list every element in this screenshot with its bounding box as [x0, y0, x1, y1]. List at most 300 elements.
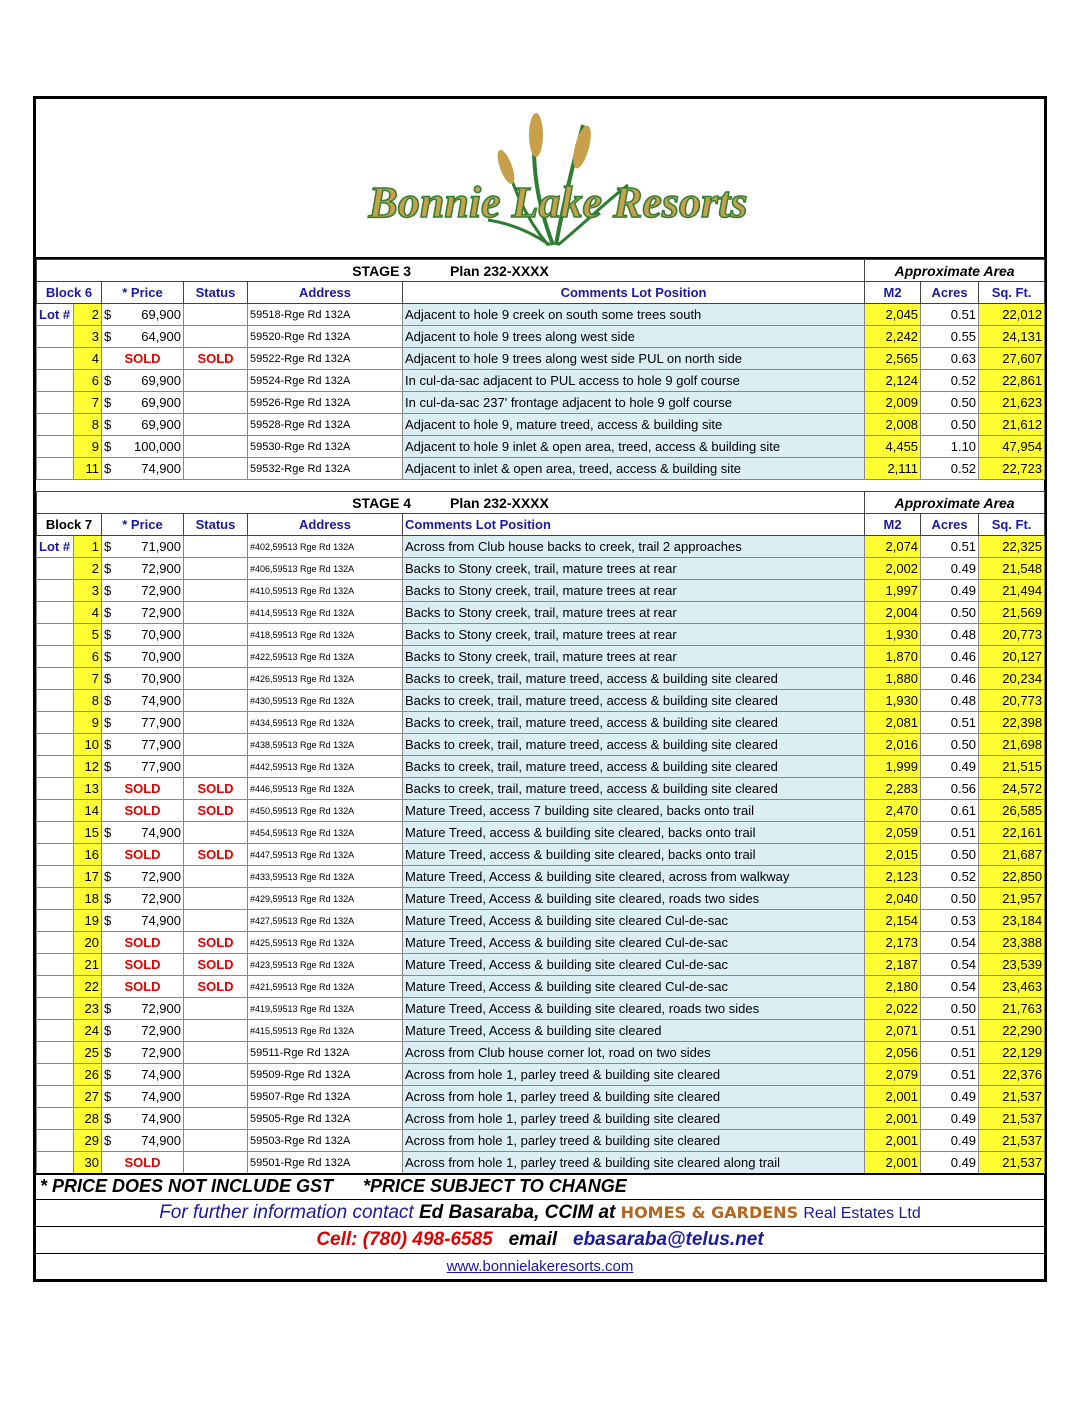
comment-cell: Mature Treed, Access & building site cleared, across from walkway	[403, 866, 865, 888]
lot-row	[37, 624, 1045, 646]
address-cell: 59518-Rge Rd 132A	[248, 304, 403, 326]
lot-label	[37, 348, 74, 370]
comment-cell: Across from hole 1, parley treed & building site cleared along trail	[403, 1152, 865, 1174]
comment-cell: Adjacent to hole 9 trees along west side PUL on north side	[403, 348, 865, 370]
sqft-cell: 22,861	[979, 370, 1045, 392]
acres-cell: 0.49	[921, 756, 979, 778]
price-value: 77,900	[141, 758, 181, 774]
acres-cell: 0.50	[921, 734, 979, 756]
status-cell	[184, 458, 248, 480]
address-cell: 59532-Rge Rd 132A	[248, 458, 403, 480]
m2-cell: 2,283	[865, 778, 921, 800]
address-cell: #415,59513 Rge Rd 132A	[248, 1020, 403, 1042]
m2-cell: 2,470	[865, 800, 921, 822]
lot-number: 5	[74, 624, 102, 646]
sqft-cell: 27,607	[979, 348, 1045, 370]
lot-label	[37, 668, 74, 690]
lot-label	[37, 822, 74, 844]
acres-cell: 0.48	[921, 624, 979, 646]
col-comments: Comments Lot Position	[403, 514, 865, 536]
status-cell	[184, 668, 248, 690]
status-cell: SOLD	[184, 348, 248, 370]
currency: $	[104, 394, 112, 410]
status-cell	[184, 888, 248, 910]
stage4-title-row	[37, 492, 1045, 514]
acres-cell: 0.54	[921, 954, 979, 976]
currency: $	[104, 1000, 112, 1016]
lot-label	[37, 998, 74, 1020]
cell-phone: Cell: (780) 498-6585	[316, 1229, 493, 1250]
stage3-title-row	[37, 260, 1045, 282]
address-cell: #422,59513 Rge Rd 132A	[248, 646, 403, 668]
address-cell: #425,59513 Rge Rd 132A	[248, 932, 403, 954]
status-cell	[184, 866, 248, 888]
price-cell	[102, 910, 184, 932]
lot-number: 18	[74, 888, 102, 910]
address-cell: 59520-Rge Rd 132A	[248, 326, 403, 348]
price-cell	[102, 844, 184, 866]
lot-row	[37, 436, 1045, 458]
currency: $	[104, 560, 112, 576]
comment-cell: Mature Treed, Access & building site cleared, roads two sides	[403, 998, 865, 1020]
currency: $	[104, 460, 112, 476]
lot-label	[37, 392, 74, 414]
sqft-cell: 20,773	[979, 690, 1045, 712]
comment-cell: Backs to creek, trail, mature treed, access & building site cleared	[403, 756, 865, 778]
comment-cell: Backs to Stony creek, trail, mature trees at rear	[403, 624, 865, 646]
price-value: 72,900	[141, 868, 181, 884]
col-m2: M2	[865, 282, 921, 304]
acres-cell: 0.49	[921, 558, 979, 580]
price-value: 70,900	[141, 626, 181, 642]
acres-cell: 0.51	[921, 822, 979, 844]
status-cell	[184, 1152, 248, 1174]
price-cell	[102, 602, 184, 624]
acres-cell: 0.49	[921, 580, 979, 602]
price-value: 100,000	[134, 438, 181, 454]
currency: $	[104, 824, 112, 840]
price-cell	[102, 998, 184, 1020]
price-cell	[102, 932, 184, 954]
price-value: 74,900	[141, 824, 181, 840]
lot-row	[37, 536, 1045, 558]
sqft-cell: 21,612	[979, 414, 1045, 436]
sqft-cell: 22,129	[979, 1042, 1045, 1064]
address-cell: #426,59513 Rge Rd 132A	[248, 668, 403, 690]
acres-cell: 0.50	[921, 998, 979, 1020]
lot-number: 20	[74, 932, 102, 954]
address-cell: #429,59513 Rge Rd 132A	[248, 888, 403, 910]
col-address: Address	[248, 514, 403, 536]
price-cell	[102, 1086, 184, 1108]
lot-number: 2	[74, 304, 102, 326]
acres-cell: 0.54	[921, 932, 979, 954]
m2-cell: 2,059	[865, 822, 921, 844]
price-cell	[102, 800, 184, 822]
acres-cell: 1.10	[921, 436, 979, 458]
lot-number: 1	[74, 536, 102, 558]
lot-label	[37, 558, 74, 580]
status-cell: SOLD	[184, 844, 248, 866]
acres-cell: 0.50	[921, 844, 979, 866]
stage3-title: STAGE 3	[352, 262, 412, 279]
sqft-cell: 24,572	[979, 778, 1045, 800]
website-row	[36, 1253, 1044, 1280]
currency: $	[104, 1132, 112, 1148]
acres-cell: 0.63	[921, 348, 979, 370]
address-cell: #414,59513 Rge Rd 132A	[248, 602, 403, 624]
col-address: Address	[248, 282, 403, 304]
address-cell: #418,59513 Rge Rd 132A	[248, 624, 403, 646]
price-cell	[102, 778, 184, 800]
status-cell	[184, 1042, 248, 1064]
comment-cell: Mature Treed, Access & building site cleared Cul-de-sac	[403, 976, 865, 998]
sqft-cell: 22,723	[979, 458, 1045, 480]
price-cell	[102, 1108, 184, 1130]
logo-text: Bonnie Lake Resorts	[368, 178, 748, 227]
col-status: Status	[184, 514, 248, 536]
price-value: 72,900	[141, 1022, 181, 1038]
price-value: 74,900	[141, 1066, 181, 1082]
sqft-cell: 21,537	[979, 1086, 1045, 1108]
lot-label	[37, 646, 74, 668]
acres-cell: 0.50	[921, 602, 979, 624]
lot-row	[37, 844, 1045, 866]
price-sold: SOLD	[124, 802, 161, 818]
m2-cell: 1,930	[865, 690, 921, 712]
address-cell: #427,59513 Rge Rd 132A	[248, 910, 403, 932]
price-value: 74,900	[141, 1088, 181, 1104]
lot-number: 7	[74, 668, 102, 690]
sqft-cell: 23,463	[979, 976, 1045, 998]
price-cell	[102, 348, 184, 370]
acres-cell: 0.52	[921, 866, 979, 888]
m2-cell: 2,081	[865, 712, 921, 734]
sqft-cell: 21,548	[979, 558, 1045, 580]
lot-row	[37, 348, 1045, 370]
lot-row	[37, 932, 1045, 954]
currency: $	[104, 1044, 112, 1060]
email-label: email	[508, 1229, 558, 1250]
price-cell	[102, 392, 184, 414]
acres-cell: 0.49	[921, 1130, 979, 1152]
acres-cell: 0.51	[921, 712, 979, 734]
lot-number: 22	[74, 976, 102, 998]
price-cell	[102, 954, 184, 976]
m2-cell: 2,002	[865, 558, 921, 580]
acres-cell: 0.46	[921, 646, 979, 668]
website-link[interactable]: www.bonnielakeresorts.com	[446, 1258, 634, 1275]
stage4-title: STAGE 4	[352, 494, 412, 511]
lot-number: 26	[74, 1064, 102, 1086]
acres-cell: 0.61	[921, 800, 979, 822]
currency: $	[104, 670, 112, 686]
lot-label	[37, 370, 74, 392]
status-cell	[184, 580, 248, 602]
lot-row	[37, 910, 1045, 932]
lot-row	[37, 668, 1045, 690]
status-cell: SOLD	[184, 800, 248, 822]
col-price: * Price	[102, 282, 184, 304]
lot-number: 29	[74, 1130, 102, 1152]
comment-cell: Backs to creek, trail, mature treed, access & building site cleared	[403, 734, 865, 756]
acres-cell: 0.50	[921, 392, 979, 414]
currency: $	[104, 372, 112, 388]
price-cell	[102, 370, 184, 392]
m2-cell: 2,173	[865, 932, 921, 954]
lot-label	[37, 756, 74, 778]
price-value: 74,900	[141, 692, 181, 708]
status-cell	[184, 602, 248, 624]
lot-number: 8	[74, 690, 102, 712]
status-cell	[184, 998, 248, 1020]
currency: $	[104, 328, 112, 344]
m2-cell: 2,154	[865, 910, 921, 932]
address-cell: #430,59513 Rge Rd 132A	[248, 690, 403, 712]
comment-cell: Adjacent to hole 9 trees along west side	[403, 326, 865, 348]
lot-label	[37, 1042, 74, 1064]
comment-cell: Mature Treed, access 7 building site cleared, backs onto trail	[403, 800, 865, 822]
lot-row	[37, 954, 1045, 976]
m2-cell: 2,074	[865, 536, 921, 558]
sqft-cell: 22,376	[979, 1064, 1045, 1086]
currency: $	[104, 758, 112, 774]
status-cell	[184, 392, 248, 414]
price-value: 69,900	[141, 306, 181, 322]
price-cell	[102, 646, 184, 668]
m2-cell: 2,001	[865, 1108, 921, 1130]
lot-row	[37, 1108, 1045, 1130]
currency: $	[104, 1022, 112, 1038]
stage3-plan: Plan 232-XXXX	[450, 262, 549, 279]
lot-number: 21	[74, 954, 102, 976]
address-cell: 59501-Rge Rd 132A	[248, 1152, 403, 1174]
col-sqft: Sq. Ft.	[979, 282, 1045, 304]
lot-number: 12	[74, 756, 102, 778]
status-cell	[184, 1086, 248, 1108]
price-value: 69,900	[141, 372, 181, 388]
lot-label	[37, 624, 74, 646]
lot-label: Lot #	[37, 304, 74, 326]
comment-cell: Backs to creek, trail, mature treed, access & building site cleared	[403, 690, 865, 712]
price-sold: SOLD	[124, 846, 161, 862]
lot-number: 28	[74, 1108, 102, 1130]
status-cell	[184, 304, 248, 326]
lot-row	[37, 1152, 1045, 1174]
currency: $	[104, 1110, 112, 1126]
currency: $	[104, 912, 112, 928]
listing-sheet	[33, 96, 1047, 1282]
lot-label	[37, 976, 74, 998]
status-cell: SOLD	[184, 976, 248, 998]
lot-number: 4	[74, 348, 102, 370]
acres-cell: 0.51	[921, 1042, 979, 1064]
lot-number: 9	[74, 712, 102, 734]
lot-label	[37, 954, 74, 976]
col-price: * Price	[102, 514, 184, 536]
m2-cell: 2,001	[865, 1086, 921, 1108]
lot-number: 27	[74, 1086, 102, 1108]
currency: $	[104, 538, 112, 554]
lot-row	[37, 1064, 1045, 1086]
price-sold: SOLD	[124, 1154, 161, 1170]
currency: $	[104, 626, 112, 642]
price-value: 74,900	[141, 912, 181, 928]
status-cell	[184, 1064, 248, 1086]
lot-row	[37, 690, 1045, 712]
status-cell	[184, 910, 248, 932]
lot-row	[37, 888, 1045, 910]
acres-cell: 0.51	[921, 1064, 979, 1086]
price-value: 69,900	[141, 416, 181, 432]
m2-cell: 1,930	[865, 624, 921, 646]
lot-label	[37, 1152, 74, 1174]
stage3-area-title: Approximate Area	[865, 260, 1045, 282]
lot-label	[37, 888, 74, 910]
currency: $	[104, 692, 112, 708]
lot-row	[37, 778, 1045, 800]
m2-cell: 2,016	[865, 734, 921, 756]
price-cell	[102, 734, 184, 756]
lot-row	[37, 998, 1045, 1020]
lot-number: 6	[74, 370, 102, 392]
acres-cell: 0.46	[921, 668, 979, 690]
lot-label	[37, 778, 74, 800]
lot-row	[37, 558, 1045, 580]
m2-cell: 2,187	[865, 954, 921, 976]
lot-number: 6	[74, 646, 102, 668]
comment-cell: Across from Club house backs to creek, trail 2 approaches	[403, 536, 865, 558]
lot-number: 30	[74, 1152, 102, 1174]
email-link[interactable]: ebasaraba@telus.net	[573, 1229, 764, 1250]
lot-label	[37, 436, 74, 458]
address-cell: #438,59513 Rge Rd 132A	[248, 734, 403, 756]
price-cell	[102, 866, 184, 888]
m2-cell: 2,001	[865, 1130, 921, 1152]
status-cell: SOLD	[184, 778, 248, 800]
sqft-cell: 21,537	[979, 1108, 1045, 1130]
comment-cell: Across from hole 1, parley treed & building site cleared	[403, 1108, 865, 1130]
lot-number: 10	[74, 734, 102, 756]
m2-cell: 2,079	[865, 1064, 921, 1086]
lot-label	[37, 690, 74, 712]
address-cell: #406,59513 Rge Rd 132A	[248, 558, 403, 580]
sqft-cell: 21,569	[979, 602, 1045, 624]
lot-row	[37, 866, 1045, 888]
price-sold: SOLD	[124, 934, 161, 950]
comment-cell: Across from hole 1, parley treed & building site cleared	[403, 1086, 865, 1108]
sqft-cell: 21,537	[979, 1130, 1045, 1152]
sqft-cell: 21,537	[979, 1152, 1045, 1174]
price-cell	[102, 304, 184, 326]
sqft-cell: 26,585	[979, 800, 1045, 822]
currency: $	[104, 1066, 112, 1082]
price-sold: SOLD	[124, 956, 161, 972]
m2-cell: 2,045	[865, 304, 921, 326]
status-cell: SOLD	[184, 932, 248, 954]
address-cell: 59507-Rge Rd 132A	[248, 1086, 403, 1108]
sqft-cell: 21,763	[979, 998, 1045, 1020]
price-cell	[102, 690, 184, 712]
stage4-area-title: Approximate Area	[865, 492, 1045, 514]
comment-cell: Mature Treed, Access & building site cleared Cul-de-sac	[403, 954, 865, 976]
comment-cell: Backs to creek, trail, mature treed, access & building site cleared	[403, 712, 865, 734]
price-cell	[102, 326, 184, 348]
address-cell: #423,59513 Rge Rd 132A	[248, 954, 403, 976]
m2-cell: 2,001	[865, 1152, 921, 1174]
status-cell	[184, 326, 248, 348]
address-cell: 59524-Rge Rd 132A	[248, 370, 403, 392]
acres-cell: 0.52	[921, 458, 979, 480]
lot-label	[37, 844, 74, 866]
contact-row	[36, 1199, 1044, 1227]
price-cell	[102, 822, 184, 844]
acres-cell: 0.52	[921, 370, 979, 392]
m2-cell: 2,123	[865, 866, 921, 888]
price-cell	[102, 458, 184, 480]
address-cell: 59503-Rge Rd 132A	[248, 1130, 403, 1152]
currency: $	[104, 714, 112, 730]
lot-number: 24	[74, 1020, 102, 1042]
sqft-cell: 23,539	[979, 954, 1045, 976]
brokerage-name: HOMES & GARDENS	[620, 1203, 799, 1222]
price-value: 72,900	[141, 1044, 181, 1060]
price-cell	[102, 888, 184, 910]
sqft-cell: 21,494	[979, 580, 1045, 602]
comment-cell: Backs to Stony creek, trail, mature trees at rear	[403, 602, 865, 624]
comment-cell: Backs to Stony creek, trail, mature trees at rear	[403, 646, 865, 668]
price-value: 72,900	[141, 1000, 181, 1016]
lot-number: 13	[74, 778, 102, 800]
currency: $	[104, 648, 112, 664]
address-cell: 59530-Rge Rd 132A	[248, 436, 403, 458]
lot-row	[37, 756, 1045, 778]
acres-cell: 0.51	[921, 304, 979, 326]
m2-cell: 2,124	[865, 370, 921, 392]
comment-cell: Mature Treed, Access & building site cleared, roads two sides	[403, 888, 865, 910]
lot-label	[37, 602, 74, 624]
lot-number: 8	[74, 414, 102, 436]
price-cell	[102, 414, 184, 436]
lot-number: 14	[74, 800, 102, 822]
comment-cell: Adjacent to hole 9, mature treed, access & building site	[403, 414, 865, 436]
lot-number: 19	[74, 910, 102, 932]
currency: $	[104, 416, 112, 432]
lot-label	[37, 800, 74, 822]
brokerage-suffix: Real Estates Ltd	[803, 1205, 921, 1222]
price-cell	[102, 624, 184, 646]
address-cell: #442,59513 Rge Rd 132A	[248, 756, 403, 778]
stage3-header-row	[37, 282, 1045, 304]
address-cell: #434,59513 Rge Rd 132A	[248, 712, 403, 734]
comment-cell: In cul-da-sac 237' frontage adjacent to hole 9 golf course	[403, 392, 865, 414]
m2-cell: 2,180	[865, 976, 921, 998]
address-cell: #447,59513 Rge Rd 132A	[248, 844, 403, 866]
lot-number: 23	[74, 998, 102, 1020]
address-cell: 59509-Rge Rd 132A	[248, 1064, 403, 1086]
address-cell: #433,59513 Rge Rd 132A	[248, 866, 403, 888]
lot-label	[37, 932, 74, 954]
status-cell	[184, 756, 248, 778]
currency: $	[104, 438, 112, 454]
stage4-plan: Plan 232-XXXX	[450, 494, 549, 511]
lot-number: 7	[74, 392, 102, 414]
m2-cell: 2,009	[865, 392, 921, 414]
lot-row	[37, 1130, 1045, 1152]
lot-row	[37, 822, 1045, 844]
comment-cell: Mature Treed, Access & building site cleared Cul-de-sac	[403, 932, 865, 954]
lot-row	[37, 580, 1045, 602]
